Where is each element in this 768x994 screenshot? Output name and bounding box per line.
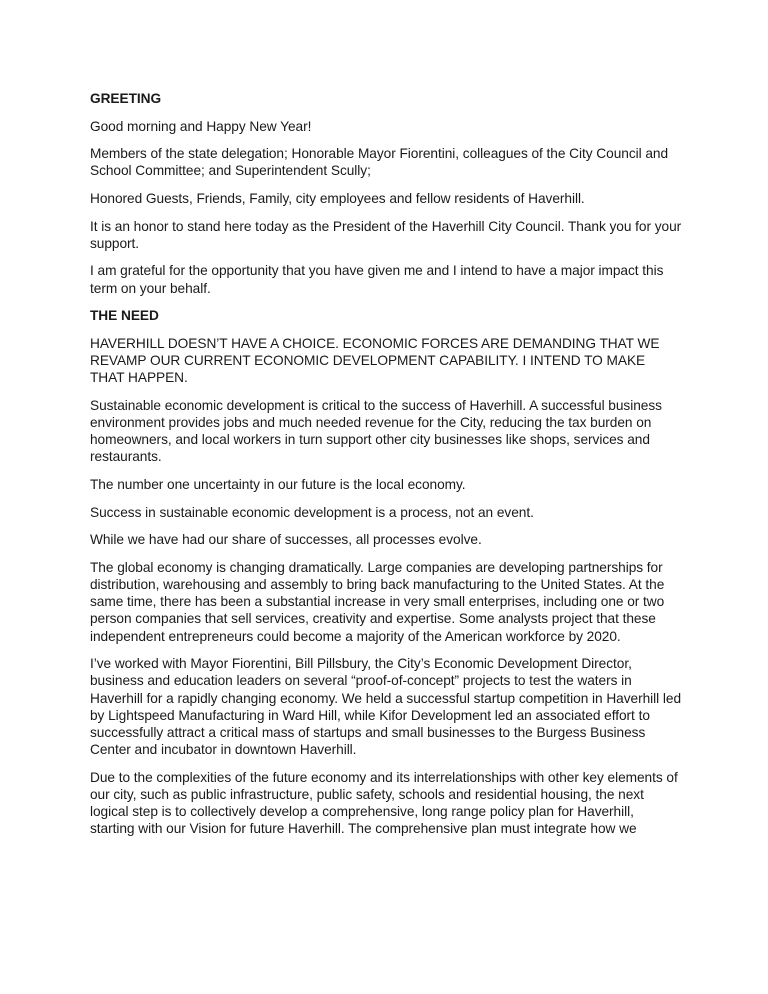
section-heading-greeting: GREETING: [90, 91, 162, 106]
paragraph: Due to the complexities of the future economy and its interrelationships with other key elements of our city, such as public infrastructure, public safety, schools and residential housing, the next logical step is to collectively develop a comprehensive, long range policy plan for Haverhill, starting with our Vision for future Haverhill. The comprehensive plan must integrate how we: [90, 769, 678, 837]
paragraph: Sustainable economic development is critical to the success of Haverhill. A successful business environment provides jobs and much needed revenue for the City, reducing the tax burden on homeowners, and local workers in turn support other city businesses like shops, services and restaurants.: [90, 397, 662, 465]
paragraph: I am grateful for the opportunity that you have given me and I intend to have a major impact this term on your behalf.: [90, 263, 664, 296]
paragraph: While we have had our share of successes, all processes evolve.: [90, 532, 482, 548]
paragraph: HAVERHILL DOESN’T HAVE A CHOICE. ECONOMIC FORCES ARE DEMANDING THAT WE REVAMP OUR CURRENT ECONOMIC DEVELOPMENT CAPABILITY. I INTEND TO MAKE THAT HAPPEN.: [90, 335, 660, 386]
paragraph: It is an honor to stand here today as the President of the Haverhill City Council. Thank you for your support.: [90, 218, 682, 251]
paragraph: Good morning and Happy New Year!: [90, 118, 312, 134]
paragraph: The number one uncertainty in our future is the local economy.: [90, 476, 466, 492]
paragraph: Success in sustainable economic development is a process, not an event.: [90, 504, 534, 520]
section-heading-the-need: THE NEED: [90, 308, 159, 324]
paragraph: I’ve worked with Mayor Fiorentini, Bill Pillsbury, the City’s Economic Development Director, business and education leaders on several “proof-of-concept” projects to test the waters in Haverhill for a rapidly changing economy. We held a successful startup competition in Haverhill led by Lightspeed Manufacturing in Ward Hill, while Kifor Development led an associated effort to successfully attract a critical mass of startups and small businesses to the Burgess Business Center and incubator in downtown Haverhill.: [90, 656, 682, 758]
paragraph: The global economy is changing dramatically. Large companies are developing partnerships for distribution, warehousing and assembly to bring back manufacturing to the United States. At the same time, there has been a substantial increase in very small enterprises, including one or two person companies that sell services, creativity and expertise. Some analysts project that these independent entrepreneurs could become a majority of the American workforce by 2020.: [90, 559, 665, 644]
paragraph: Members of the state delegation; Honorable Mayor Fiorentini, colleagues of the City Council and School Committee; and Superintendent Scully;: [90, 146, 669, 179]
document-page: [90, 90, 682, 848]
paragraph: Honored Guests, Friends, Family, city employees and fellow residents of Haverhill.: [90, 190, 585, 206]
